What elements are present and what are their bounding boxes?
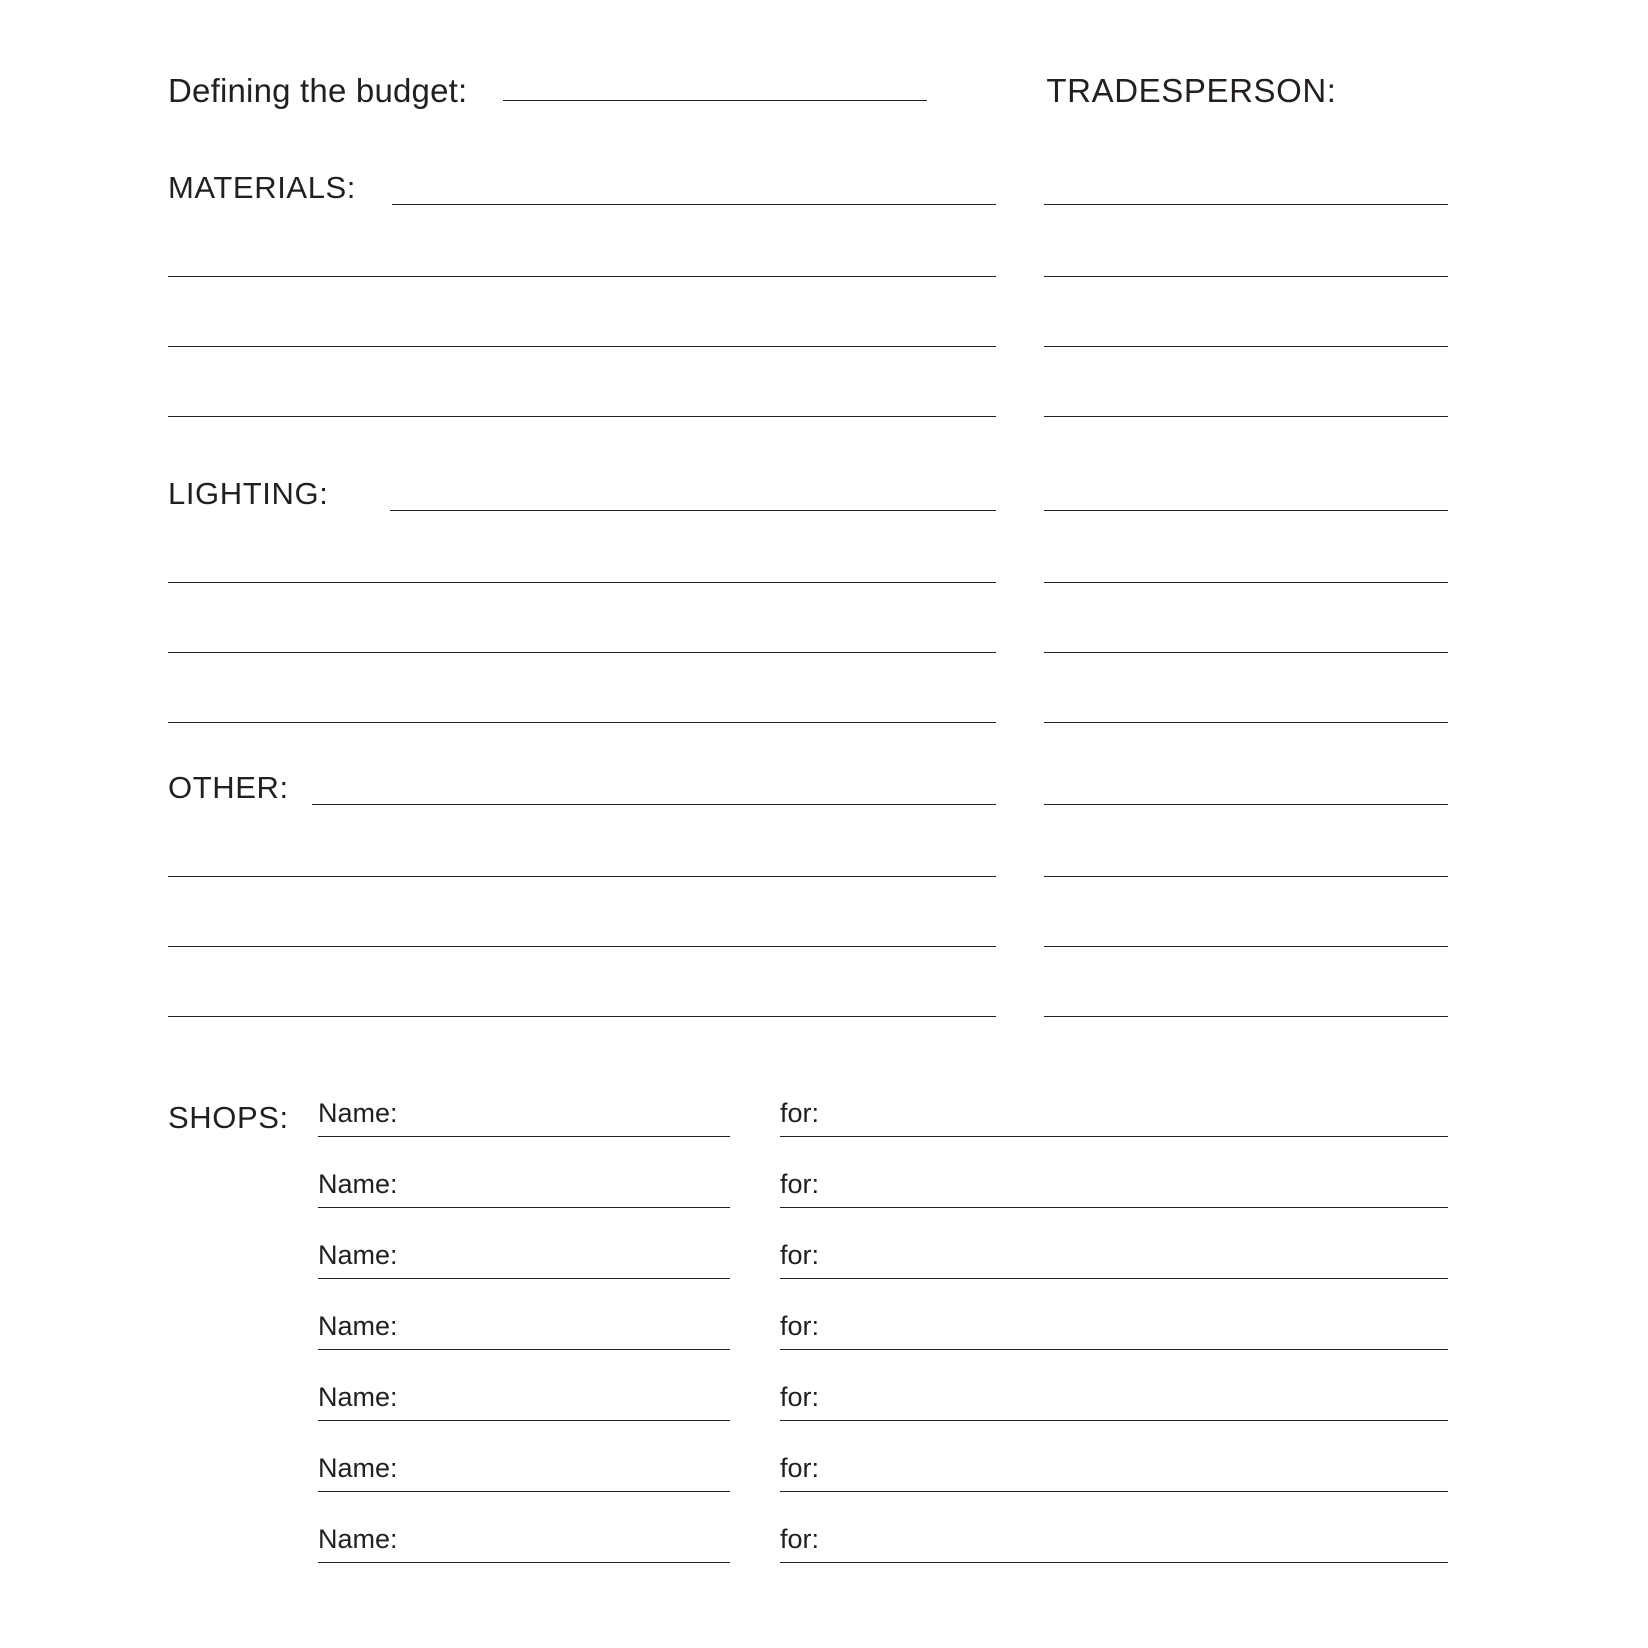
- other-line-4[interactable]: [168, 1016, 996, 1017]
- shop-for-field[interactable]: [780, 1207, 1448, 1208]
- shop-for-field[interactable]: [780, 1278, 1448, 1279]
- materials-tradesperson-line-2[interactable]: [1044, 276, 1448, 277]
- lighting-line-4[interactable]: [168, 722, 996, 723]
- section-materials-label: MATERIALS:: [168, 170, 357, 205]
- section-lighting: [168, 478, 1448, 546]
- shop-for-label: for:: [780, 1524, 820, 1554]
- shop-for-field[interactable]: [780, 1562, 1448, 1563]
- shop-name-field[interactable]: [318, 1349, 730, 1350]
- shop-for-label: for:: [780, 1453, 820, 1483]
- other-line-1[interactable]: [312, 804, 996, 805]
- materials-line-1[interactable]: [392, 204, 996, 205]
- section-materials: [168, 172, 1448, 240]
- section-shops: [168, 1100, 1448, 1597]
- shop-name-label: Name:: [318, 1169, 398, 1199]
- section-lighting-label: LIGHTING:: [168, 476, 329, 511]
- shop-row: [168, 1313, 1448, 1384]
- shop-for-label: for:: [780, 1311, 820, 1341]
- budget-title-field[interactable]: [503, 100, 927, 101]
- other-line-2[interactable]: [168, 876, 996, 877]
- shop-row: [168, 1242, 1448, 1313]
- lighting-tradesperson-line-1[interactable]: [1044, 510, 1448, 511]
- section-other-label: OTHER:: [168, 770, 289, 805]
- shop-name-label: Name:: [318, 1524, 398, 1554]
- materials-tradesperson-line-4[interactable]: [1044, 416, 1448, 417]
- lighting-tradesperson-line-3[interactable]: [1044, 652, 1448, 653]
- shop-name-field[interactable]: [318, 1491, 730, 1492]
- shop-name-label: Name:: [318, 1382, 398, 1412]
- shop-for-label: for:: [780, 1382, 820, 1412]
- header: [168, 74, 1448, 107]
- shop-name-label: Name:: [318, 1098, 398, 1128]
- lighting-tradesperson-line-4[interactable]: [1044, 722, 1448, 723]
- shop-for-field[interactable]: [780, 1420, 1448, 1421]
- materials-tradesperson-line-3[interactable]: [1044, 346, 1448, 347]
- materials-tradesperson-line-1[interactable]: [1044, 204, 1448, 205]
- page-title: Defining the budget:: [168, 72, 468, 109]
- shop-row: [168, 1455, 1448, 1526]
- lighting-line-2[interactable]: [168, 582, 996, 583]
- shop-row: [168, 1526, 1448, 1597]
- shop-for-field[interactable]: [780, 1136, 1448, 1137]
- shop-name-field[interactable]: [318, 1278, 730, 1279]
- shop-name-label: Name:: [318, 1311, 398, 1341]
- section-other-header-row: [168, 772, 1448, 840]
- shop-for-field[interactable]: [780, 1349, 1448, 1350]
- shop-row: [168, 1100, 1448, 1171]
- other-tradesperson-line-2[interactable]: [1044, 876, 1448, 877]
- shop-name-label: Name:: [318, 1240, 398, 1270]
- shop-row: [168, 1384, 1448, 1455]
- other-tradesperson-line-1[interactable]: [1044, 804, 1448, 805]
- shop-for-label: for:: [780, 1240, 820, 1270]
- shop-for-label: for:: [780, 1098, 820, 1128]
- lighting-line-3[interactable]: [168, 652, 996, 653]
- shop-name-field[interactable]: [318, 1207, 730, 1208]
- shop-row: [168, 1171, 1448, 1242]
- other-tradesperson-line-3[interactable]: [1044, 946, 1448, 947]
- tradesperson-label: TRADESPERSON:: [1046, 72, 1337, 109]
- section-other: [168, 772, 1448, 840]
- section-lighting-header-row: [168, 478, 1448, 546]
- shop-name-field[interactable]: [318, 1420, 730, 1421]
- materials-line-4[interactable]: [168, 416, 996, 417]
- other-line-3[interactable]: [168, 946, 996, 947]
- shop-name-field[interactable]: [318, 1136, 730, 1137]
- section-shops-label: SHOPS:: [168, 1100, 289, 1135]
- section-materials-header-row: [168, 172, 1448, 240]
- materials-line-3[interactable]: [168, 346, 996, 347]
- lighting-tradesperson-line-2[interactable]: [1044, 582, 1448, 583]
- materials-line-2[interactable]: [168, 276, 996, 277]
- shop-for-label: for:: [780, 1169, 820, 1199]
- shop-name-label: Name:: [318, 1453, 398, 1483]
- shop-for-field[interactable]: [780, 1491, 1448, 1492]
- other-tradesperson-line-4[interactable]: [1044, 1016, 1448, 1017]
- lighting-line-1[interactable]: [390, 510, 996, 511]
- shop-name-field[interactable]: [318, 1562, 730, 1563]
